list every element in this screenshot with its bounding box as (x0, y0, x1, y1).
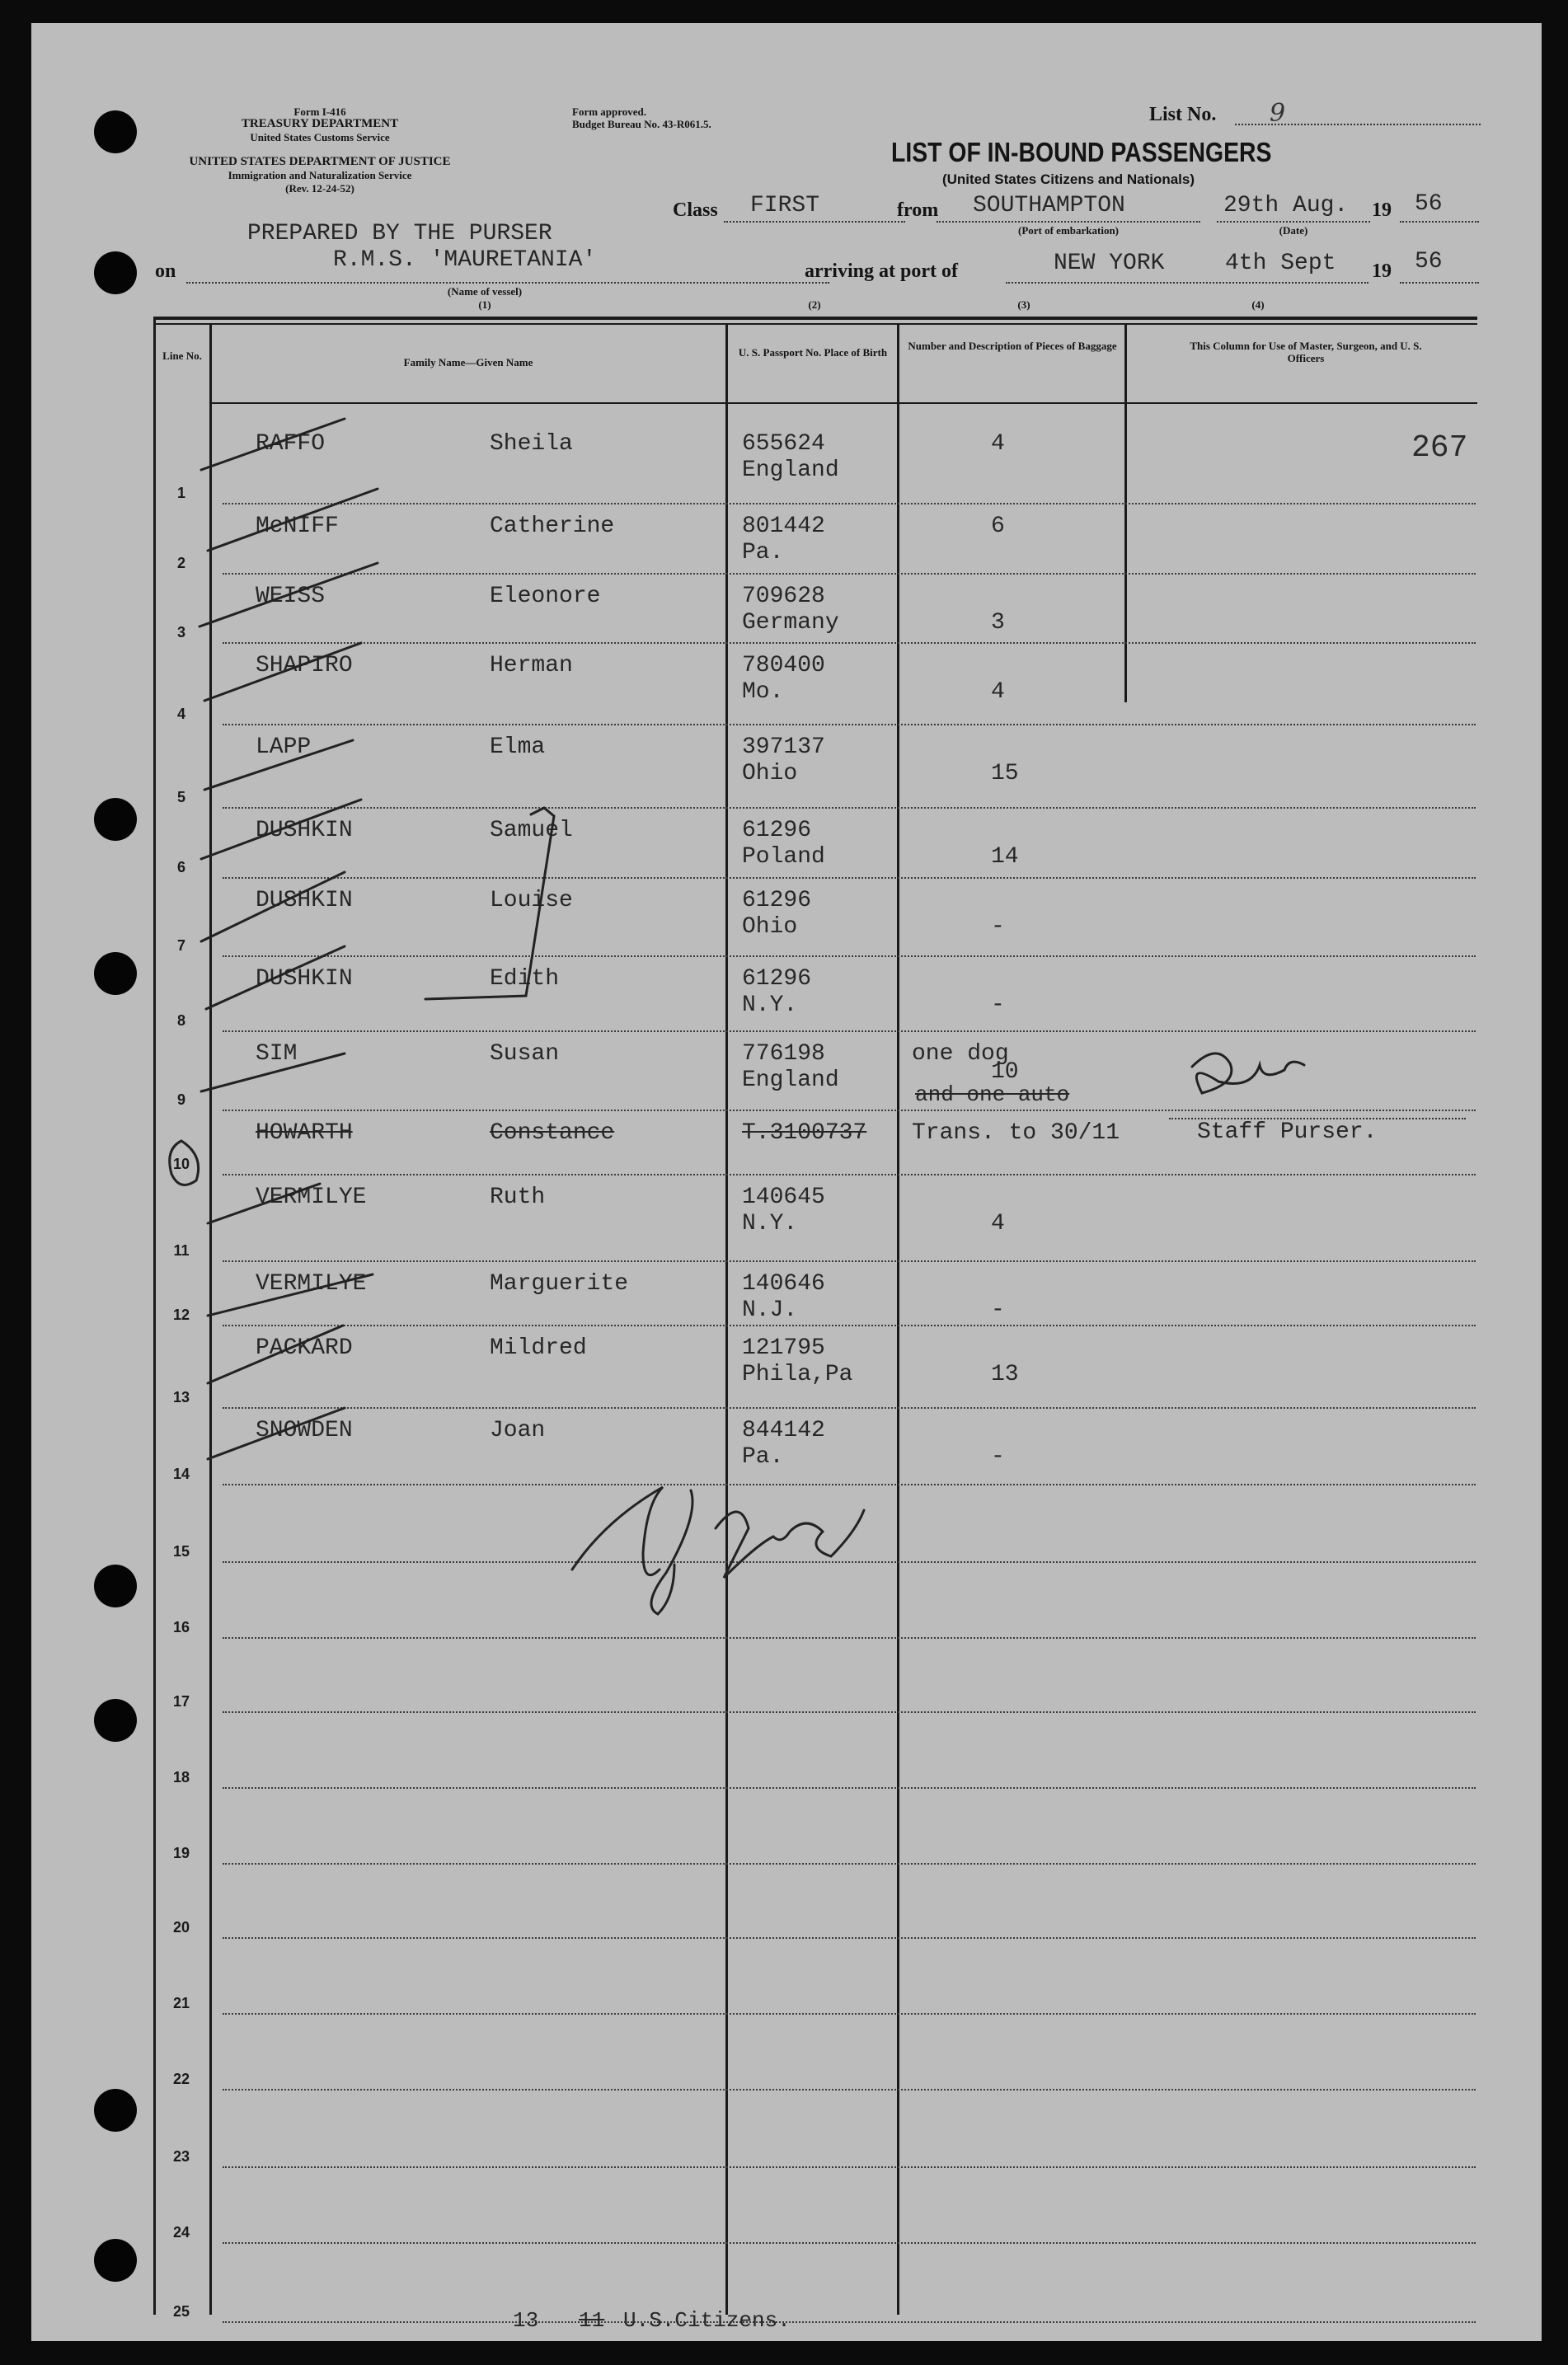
handwritten-marks (31, 23, 1542, 2341)
class-label: Class (673, 199, 718, 221)
list-no-label: List No. (1149, 104, 1217, 125)
given-name: Catherine (490, 514, 615, 539)
line-number: 12 (172, 1307, 190, 1323)
given-name: Edith (490, 966, 560, 992)
binder-hole (94, 251, 137, 294)
embarkation-caption: (Port of embarkation) (1017, 224, 1120, 237)
line-number: 22 (172, 2071, 190, 2087)
line-number: 6 (176, 859, 185, 875)
passport-number: 61296 (742, 966, 812, 992)
passport-number: 844142 (742, 1418, 825, 1443)
column-number-1: (1) (478, 298, 491, 311)
place-of-birth: Phila,Pa (742, 1362, 853, 1387)
form-page (31, 23, 1542, 2341)
baggage-count: - (991, 914, 1005, 940)
line-number: 7 (176, 937, 185, 954)
line-number: 18 (172, 1769, 190, 1785)
family-name: SNOWDEN (256, 1418, 353, 1443)
bracket-mark (425, 808, 554, 999)
customs-service: United States Customs Service (250, 131, 390, 143)
tick-mark (204, 740, 353, 790)
line-number: 23 (172, 2148, 190, 2165)
on-label: on (155, 260, 176, 282)
line-number: 25 (172, 2303, 190, 2320)
family-name: McNIFF (256, 514, 339, 539)
footer-label: U.S.Citizens. (623, 2308, 791, 2333)
header-name: Family Name—Given Name (403, 356, 533, 368)
family-name: DUSHKIN (256, 888, 353, 913)
tick-mark (208, 1274, 373, 1316)
given-name: Mildred (490, 1335, 587, 1361)
baggage-count: 15 (991, 761, 1019, 786)
line-number: 11 (173, 1242, 190, 1259)
passport-number: 61296 (742, 888, 812, 913)
place-of-birth: England (742, 458, 839, 483)
binder-hole (94, 2239, 137, 2282)
arrival-date: 4th Sept (1225, 251, 1336, 276)
given-name: Herman (490, 653, 573, 678)
page-title: LIST OF IN-BOUND PASSENGERS (891, 137, 1272, 167)
passport-number: 655624 (742, 431, 825, 457)
given-name: Ruth (490, 1185, 546, 1210)
passport-number: 140646 (742, 1271, 825, 1297)
place-of-birth: Ohio (742, 761, 798, 786)
treasury-department: TREASURY DEPARTMENT (241, 117, 399, 130)
place-of-birth: England (742, 1068, 839, 1093)
passport-number: 776198 (742, 1041, 825, 1067)
line-number: 15 (172, 1543, 190, 1560)
given-name: Sheila (490, 431, 573, 457)
family-name: PACKARD (256, 1335, 353, 1361)
baggage-count: Trans. to 30/11 (912, 1120, 1120, 1146)
tick-mark (201, 800, 361, 859)
line-number: 19 (172, 1845, 190, 1861)
tick-mark (208, 1408, 345, 1459)
tick-mark (201, 1053, 345, 1091)
form-number: Form I-416 (293, 106, 346, 118)
binder-hole (94, 1565, 137, 1607)
budget-bureau: Budget Bureau No. 43-R061.5. (572, 118, 711, 130)
line-number: 5 (176, 789, 185, 805)
line-number: 16 (172, 1619, 190, 1635)
column-number-2: (2) (808, 298, 821, 311)
line-number: 14 (172, 1466, 190, 1482)
officer-note: Staff Purser. (1197, 1119, 1378, 1145)
line-number: 10 (172, 1156, 190, 1172)
tick-mark (201, 419, 345, 470)
place-of-birth: Mo. (742, 679, 784, 705)
tick-mark (200, 563, 378, 626)
line-number: 1 (176, 485, 185, 501)
tick-mark (208, 1184, 320, 1223)
place-of-birth: N.Y. (742, 992, 798, 1018)
binder-hole (94, 798, 137, 841)
date-caption: (Date) (1279, 224, 1308, 237)
given-name: Marguerite (490, 1271, 629, 1297)
tick-mark (204, 643, 361, 701)
vessel-caption: (Name of vessel) (447, 285, 523, 298)
tick-mark (208, 1326, 343, 1383)
year-prefix: 19 (1372, 199, 1392, 221)
header-line-no: Line No. (162, 350, 202, 362)
page-subtitle: (United States Citizens and Nationals) (941, 171, 1195, 187)
family-name: DUSHKIN (256, 818, 353, 843)
family-name: WEISS (256, 584, 326, 609)
binder-hole (94, 952, 137, 995)
baggage-count-2: 10 (991, 1059, 1019, 1085)
arrival-year-prefix: 19 (1372, 260, 1392, 282)
footer-struck-count: 11 (579, 2308, 605, 2333)
given-name: Eleonore (490, 584, 601, 609)
baggage-count: 13 (991, 1362, 1019, 1387)
class-value: FIRST (750, 193, 820, 218)
family-name: RAFFO (256, 431, 326, 457)
passport-number: 121795 (742, 1335, 825, 1361)
arrival-year: 56 (1415, 249, 1443, 275)
baggage-count: 3 (991, 610, 1005, 636)
given-name: Joan (490, 1418, 546, 1443)
initials-mark (1192, 1053, 1304, 1093)
revision-date: (Rev. 12-24-52) (285, 182, 354, 195)
place-of-birth: N.Y. (742, 1211, 798, 1236)
departure-year: 56 (1415, 191, 1443, 217)
vessel-name: R.M.S. 'MAURETANIA' (333, 247, 597, 273)
line-number: 20 (172, 1919, 190, 1936)
header-passport: U. S. Passport No. Place of Birth (738, 346, 888, 359)
from-label: from (897, 199, 939, 221)
baggage-count: - (991, 1444, 1005, 1470)
immigration-service: Immigration and Naturalization Service (228, 169, 412, 181)
departure-date: 29th Aug. (1223, 193, 1349, 218)
line-number: 4 (176, 706, 185, 722)
given-name: Samuel (490, 818, 573, 843)
line-number: 9 (176, 1091, 185, 1108)
tick-mark (208, 489, 378, 551)
list-number: 9 (1270, 99, 1286, 128)
passport-number: 61296 (742, 818, 812, 843)
tick-mark (201, 872, 345, 941)
baggage-count: - (991, 992, 1005, 1018)
place-of-birth: Germany (742, 610, 839, 636)
place-of-birth: Poland (742, 844, 825, 870)
place-of-birth: Pa. (742, 1444, 784, 1470)
family-name: SIM (256, 1041, 298, 1067)
line-number: 21 (172, 1995, 190, 2011)
baggage-note: and one auto (915, 1082, 1070, 1107)
page-number: 267 (1411, 430, 1468, 466)
given-name: Constance (490, 1120, 615, 1146)
baggage-count: 4 (991, 679, 1005, 705)
given-name: Louise (490, 888, 573, 913)
header-officers: This Column for Use of Master, Surgeon, and U. S. Officers (1190, 340, 1422, 364)
given-name: Elma (490, 734, 546, 760)
baggage-count: - (991, 1297, 1005, 1323)
binder-hole (94, 2089, 137, 2132)
passport-number: 709628 (742, 584, 825, 609)
baggage-count: 4 (991, 431, 1005, 457)
justice-department: UNITED STATES DEPARTMENT OF JUSTICE (189, 155, 451, 168)
footer-total: 13 (513, 2308, 539, 2333)
passport-number: 140645 (742, 1185, 825, 1210)
family-name: LAPP (256, 734, 312, 760)
tick-mark (206, 946, 345, 1009)
family-name: SHAPIRO (256, 653, 353, 678)
baggage-count: 4 (991, 1211, 1005, 1236)
signature-mark (572, 1487, 864, 1614)
passport-number: T.3100737 (742, 1120, 867, 1146)
line-number: 3 (176, 624, 185, 641)
form-approved: Form approved. (572, 106, 647, 118)
line-number: 13 (172, 1389, 190, 1405)
baggage-count: 6 (991, 514, 1005, 539)
column-number-3: (3) (1017, 298, 1030, 311)
line-number: 24 (172, 2224, 190, 2241)
header-baggage: Number and Description of Pieces of Baggage (908, 340, 1117, 352)
family-name: VERMILYE (256, 1271, 367, 1297)
embarkation-port: SOUTHAMPTON (973, 193, 1125, 218)
family-name: DUSHKIN (256, 966, 353, 992)
prepared-by: PREPARED BY THE PURSER (247, 221, 552, 246)
arriving-label: arriving at port of (805, 260, 958, 282)
family-name: HOWARTH (256, 1120, 353, 1146)
place-of-birth: N.J. (742, 1297, 798, 1323)
line-number: 8 (176, 1012, 185, 1029)
binder-hole (94, 110, 137, 153)
passport-number: 801442 (742, 514, 825, 539)
family-name: VERMILYE (256, 1185, 367, 1210)
line-number: 2 (176, 555, 185, 571)
place-of-birth: Pa. (742, 540, 784, 565)
passport-number: 397137 (742, 734, 825, 760)
line-number: 17 (172, 1693, 190, 1710)
baggage-count: 14 (991, 844, 1019, 870)
column-number-4: (4) (1251, 298, 1265, 311)
baggage-count: one dog (912, 1041, 1009, 1067)
given-name: Susan (490, 1041, 560, 1067)
place-of-birth: Ohio (742, 914, 798, 940)
passport-number: 780400 (742, 653, 825, 678)
arrival-port: NEW YORK (1054, 251, 1165, 276)
circle-mark (170, 1141, 199, 1185)
binder-hole (94, 1699, 137, 1742)
